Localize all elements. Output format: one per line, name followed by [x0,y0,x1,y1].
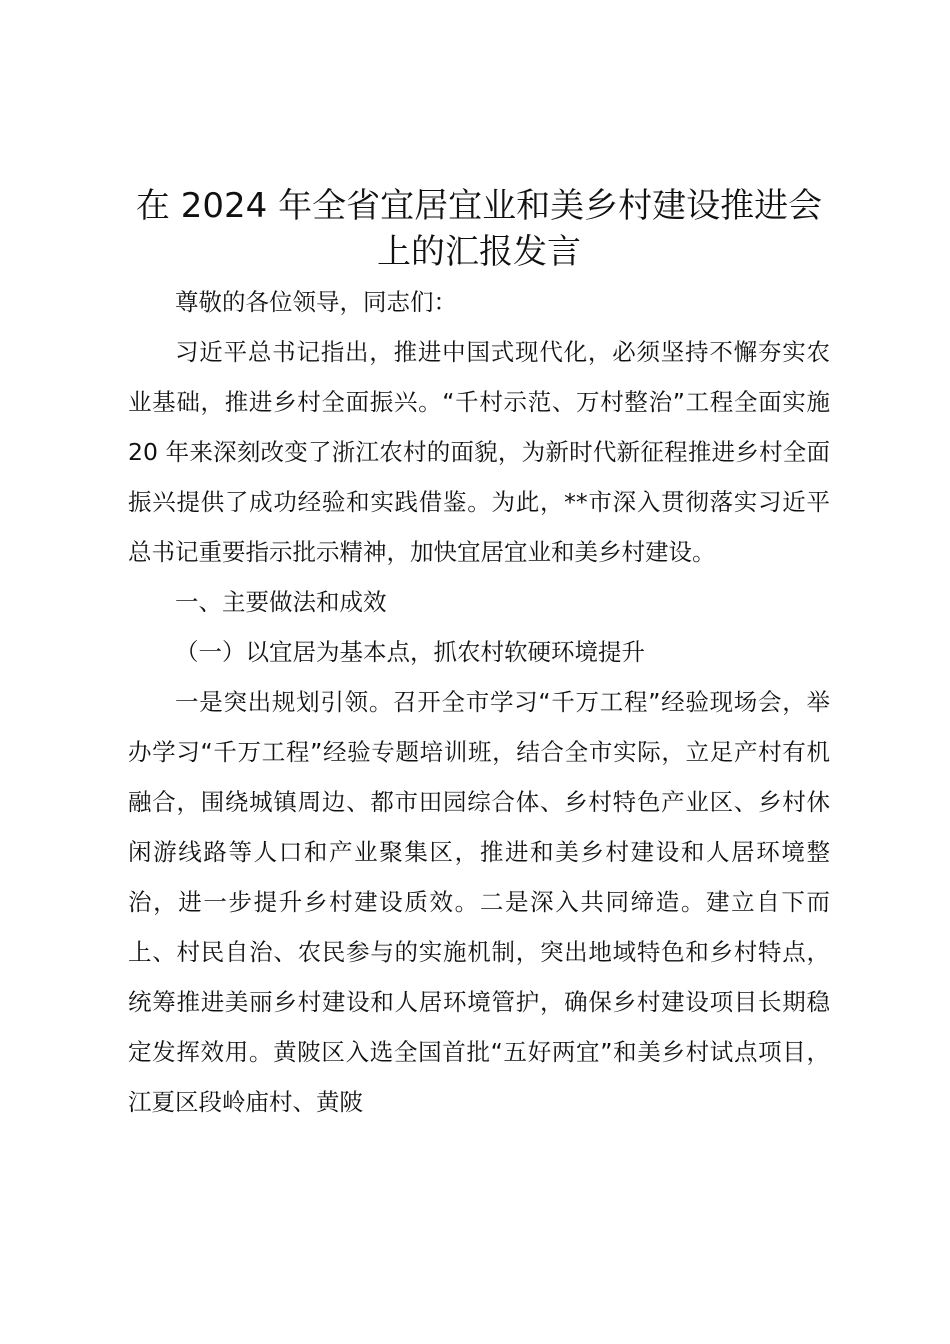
title-line-2: 上的汇报发言 [377,232,581,272]
intro-paragraph: 习近平总书记指出，推进中国式现代化，必须坚持不懈夯实农业基础，推进乡村全面振兴。“千村示范、万村整治”工程全面实施 20 年来深刻改变了浙江农村的面貌，为新时代新征程推进乡村全面振兴提供了成功经验和实践借鉴。为此，**市深入贯彻落实习近平总书记重要指示批示精神，加快宜居宜业和美乡村建设。 [128,338,830,566]
subsection-heading-1: （一）以宜居为基本点，抓农村软硬环境提升 [175,638,645,666]
subsection-paragraph-1: 一是突出规划引领。召开全市学习“千万工程”经验现场会，举办学习“千万工程”经验专题培训班，结合全市实际，立足产村有机融合，围绕城镇周边、都市田园综合体、乡村特色产业区、乡村休闲游线路等人口和产业聚集区，推进和美乡村建设和人居环境整治，进一步提升乡村建设质效。二是深入共同缔造。建立自下而上、村民自治、农民参与的实施机制，突出地域特色和乡村特点，统筹推进美丽乡村建设和人居环境管护，确保乡村建设项目长期稳定发挥效用。黄陂区入选全国首批“五好两宜”和美乡村试点项目，江夏区段岭庙村、黄陂 [128,688,830,1116]
document-page [128,183,830,1127]
document-title [128,183,830,275]
title-line-1: 在 2024 年全省宜居宜业和美乡村建设推进会 [135,186,823,226]
salutation: 尊敬的各位领导，同志们： [175,288,457,316]
section-heading-1: 一、主要做法和成效 [175,588,387,616]
document-body [128,277,830,1127]
